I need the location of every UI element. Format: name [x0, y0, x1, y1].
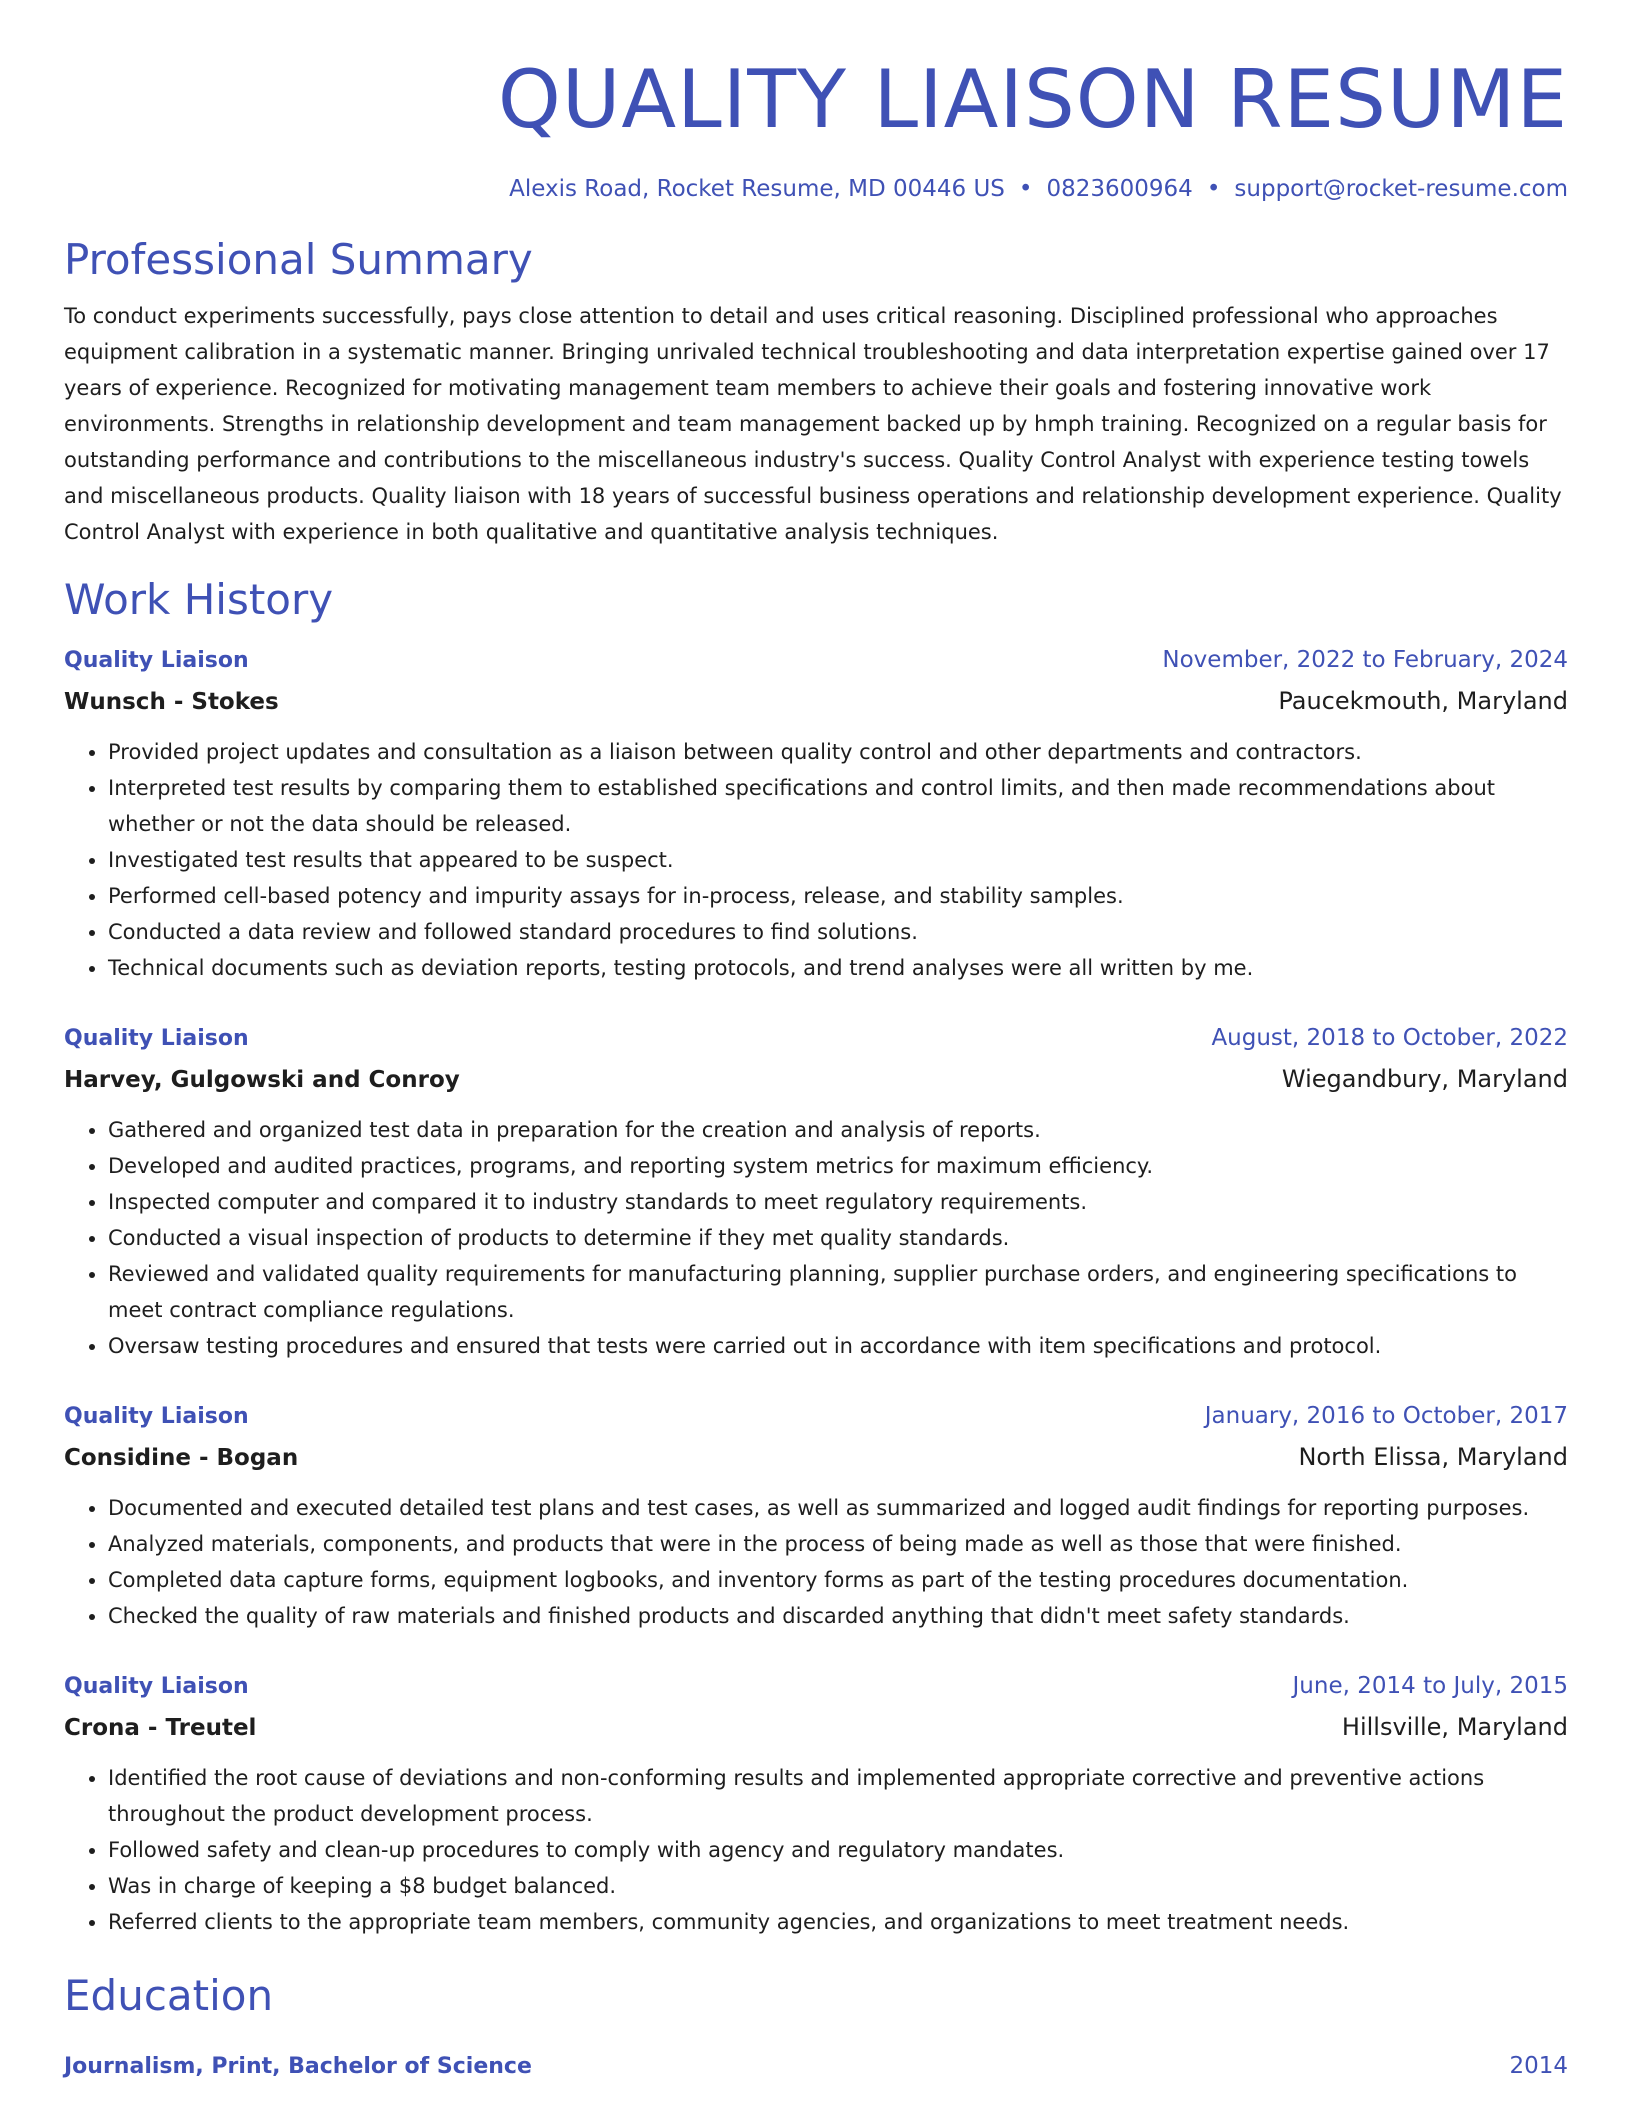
- job-title: Quality Liaison: [64, 648, 249, 673]
- education-year: 2014: [1509, 2053, 1568, 2079]
- job-title: Quality Liaison: [64, 1404, 249, 1429]
- job-header-row: [64, 640, 1568, 681]
- resume-header: [64, 0, 1568, 204]
- job-dates: January, 2016 to October, 2017: [1204, 1403, 1568, 1429]
- contact-email: support@rocket-resume.com: [1234, 176, 1568, 202]
- education-degree: Journalism, Print, Bachelor of Science: [64, 2054, 532, 2079]
- job-dates: November, 2022 to February, 2024: [1162, 647, 1568, 673]
- job-bullets: [64, 734, 1568, 986]
- job-location: Wiegandbury, Maryland: [1281, 1065, 1568, 1093]
- job-entry: [64, 640, 1568, 986]
- job-header-row: [64, 1666, 1568, 1707]
- job-company-row: [64, 1059, 1568, 1100]
- job-dates: August, 2018 to October, 2022: [1211, 1025, 1568, 1051]
- job-bullet: • Oversaw testing procedures and ensured that tests were carried out in accordance with item specifications and protocol.: [108, 1328, 1568, 1364]
- job-company: Crona - Treutel: [64, 1715, 257, 1741]
- job-location: Hillsville, Maryland: [1341, 1713, 1568, 1741]
- job-company-row: [64, 681, 1568, 722]
- education-heading: Education: [64, 1971, 274, 2020]
- job-bullet: • Performed cell-based potency and impurity assays for in-process, release, and stability samples.: [108, 878, 1568, 914]
- job-bullets: [64, 1112, 1568, 1364]
- job-bullet: • Checked the quality of raw materials and finished products and discarded anything that didn't meet safety standards.: [108, 1598, 1568, 1634]
- work-history-heading: Work History: [64, 575, 334, 624]
- job-bullet: • Followed safety and clean-up procedures to comply with agency and regulatory mandates.: [108, 1832, 1568, 1868]
- job-bullet: • Conducted a visual inspection of products to determine if they met quality standards.: [108, 1220, 1568, 1256]
- job-bullet: • Developed and audited practices, programs, and reporting system metrics for maximum efficiency.: [108, 1148, 1568, 1184]
- job-company-row: [64, 1707, 1568, 1748]
- job-location: North Elissa, Maryland: [1298, 1443, 1568, 1471]
- job-bullet: • Provided project updates and consultation as a liaison between quality control and other departments and contractors.: [108, 734, 1568, 770]
- job-title: Quality Liaison: [64, 1026, 249, 1051]
- job-company: Harvey, Gulgowski and Conroy: [64, 1067, 460, 1093]
- job-bullet: • Completed data capture forms, equipment logbooks, and inventory forms as part of the testing procedures documentation.: [108, 1562, 1568, 1598]
- job-bullet: • Documented and executed detailed test plans and test cases, as well as summarized and logged audit findings for reporting purposes.: [108, 1490, 1568, 1526]
- contact-phone: 0823600964: [1046, 176, 1193, 202]
- job-bullet: • Referred clients to the appropriate team members, community agencies, and organizations to meet treatment needs.: [108, 1904, 1568, 1940]
- job-bullet: • Investigated test results that appeared to be suspect.: [108, 842, 1568, 878]
- job-dates: June, 2014 to July, 2015: [1292, 1673, 1568, 1699]
- job-bullet: • Interpreted test results by comparing them to established specifications and control limits, and then made recommendations about whether or not the data should be released.: [108, 770, 1568, 842]
- job-header-row: [64, 1396, 1568, 1437]
- resume-name: QUALITY LIAISON RESUME: [497, 53, 1568, 146]
- resume-page: [64, 0, 1568, 2087]
- job-bullet: • Analyzed materials, components, and products that were in the process of being made as well as those that were finished.: [108, 1526, 1568, 1562]
- job-location: Paucekmouth, Maryland: [1278, 687, 1568, 715]
- education-row: [64, 2046, 1568, 2087]
- contact-separator: •: [1018, 176, 1033, 202]
- job-bullet: • Identified the root cause of deviations and non-conforming results and implemented appropriate corrective and preventive actions throughout the product development process.: [108, 1760, 1568, 1832]
- job-bullet: • Reviewed and validated quality requirements for manufacturing planning, supplier purchase orders, and engineering specifications to meet contract compliance regulations.: [108, 1256, 1568, 1328]
- summary-heading: Professional Summary: [64, 235, 533, 284]
- contact-address: Alexis Road, Rocket Resume, MD 00446 US: [509, 176, 1005, 202]
- job-bullet: • Conducted a data review and followed standard procedures to find solutions.: [108, 914, 1568, 950]
- job-entry: [64, 1666, 1568, 1940]
- summary-text: To conduct experiments successfully, pays close attention to detail and uses critical reasoning. Disciplined professional who approaches equipment calibration in a systematic manner. Bringing unrivaled technical troubleshooting and data interpretation expertise gained over 17 years of experience. Recognized for motivating management team members to achieve their goals and fostering innovative work environments. Strengths in relationship development and team management backed up by hmph training. Recognized on a regular basis for outstanding performance and contributions to the miscellaneous industry's success. Quality Control Analyst with experience testing towels and miscellaneous products. Quality liaison with 18 years of successful business operations and relationship development experience. Quality Control Analyst with experience in both qualitative and quantitative analysis techniques.: [64, 304, 1562, 544]
- contact-separator: •: [1206, 176, 1221, 202]
- job-header-row: [64, 1018, 1568, 1059]
- job-entry: [64, 1396, 1568, 1634]
- job-company: Considine - Bogan: [64, 1445, 299, 1471]
- job-entry: [64, 1018, 1568, 1364]
- job-bullet: • Was in charge of keeping a $8 budget balanced.: [108, 1868, 1568, 1904]
- job-bullet: • Technical documents such as deviation reports, testing protocols, and trend analyses were all written by me.: [108, 950, 1568, 986]
- job-bullet: • Inspected computer and compared it to industry standards to meet regulatory requirements.: [108, 1184, 1568, 1220]
- job-company: Wunsch - Stokes: [64, 689, 279, 715]
- job-bullet: • Gathered and organized test data in preparation for the creation and analysis of reports.: [108, 1112, 1568, 1148]
- job-company-row: [64, 1437, 1568, 1478]
- job-bullets: [64, 1490, 1568, 1634]
- job-bullets: [64, 1760, 1568, 1940]
- job-title: Quality Liaison: [64, 1674, 249, 1699]
- contact-line: [64, 174, 1568, 204]
